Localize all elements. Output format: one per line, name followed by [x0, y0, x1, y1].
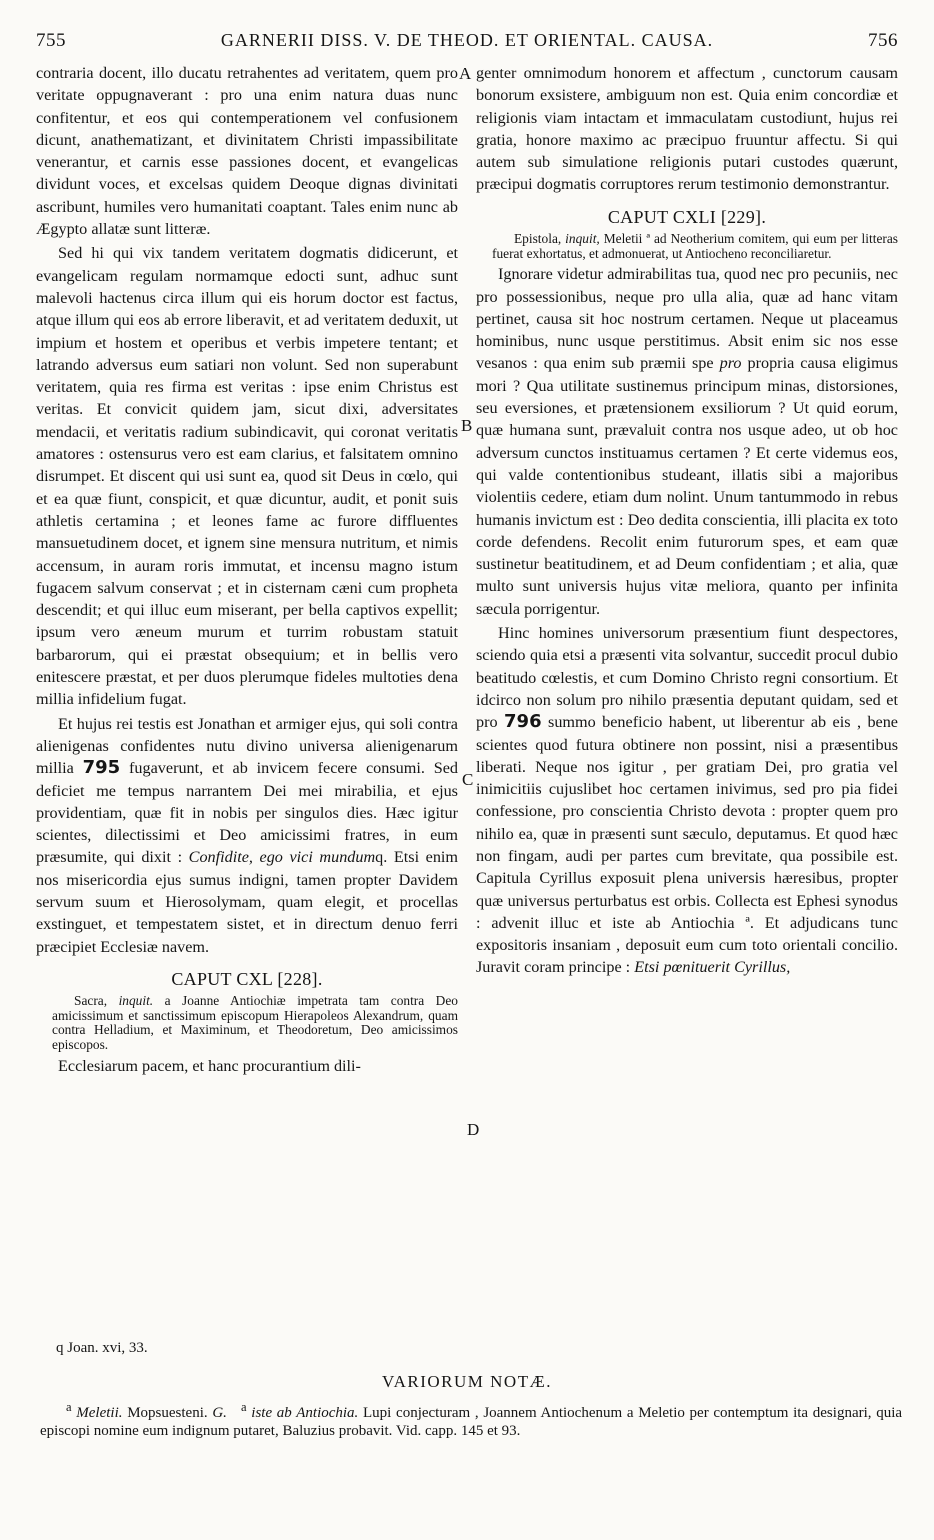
scripture-quote: Confidite, ego vici mundum — [188, 848, 376, 867]
variorum-notes-title: VARIORUM NOTÆ. — [382, 1372, 552, 1391]
footnote: q Joan. xvi, 33. — [56, 1340, 148, 1356]
column-number-795: 795 — [82, 757, 121, 779]
right-column — [476, 62, 898, 979]
right-paragraph-2: Ignorare videtur admirabilitas tua, quod nec pro pecuniis, nec pro possessionibus, neque pro ulla alia, quæ ad hanc vitam pertinet, causa sit hoc nostrum certamen. Neque ut placeamus hominibus, nunc usque perstitimus. Absit enim sic nos esse vesanos : qua enim sub præmii spe pro propria causa eligimus mori ? Qua utilitate sustinemus principum minas, distorsiones, seu eversiones, et prætensionem exsiliorum ? Ut quid eorum, quæ humana sunt, prævaluit contra nos usque adeo, ut ob hoc adversum cunctos instituamus certamen ? Et certe videmus eos, qui valde contentionibus studeant, illatis sibi a majoribus violentiis cedere, etiam dum nolint. Unum tantummodo in rebus humanis invictum est : Deo dedita conscientia, illi placita ex toto corde defendens. Recolit enim futurorum spes, et eam quæ sustinetur beatitudinem, et ad Deum confidentiam ; et alia, quæ multo sunt universis hujus vitæ meliora, quanto per infinita sæcula porrigentur. — [476, 265, 899, 618]
running-header — [36, 30, 898, 60]
caput-cxl-summary: Sacra, inquit. a Joanne Antiochiæ impetrata tam contra Deo amicissimum et sanctissimum episcopum Hierapoleos Alexandrum, quam contra Helladium, et Maximinum, et Theodoretum, Deo amicissimos episcopos. — [52, 993, 458, 1052]
left-paragraph-3: Et hujus rei testis est Jonathan et armiger ejus, qui soli contra alienigenas confidentes nutu divino universa alienigenarum millia 795 fugaverunt, et ab invicem fecere consumi. Sed deficiet me tempus narrantem Dei mei mirabilia, et ejus providentiam, quæ fit in nobis per singulos dies. Hæc igitur scientes, dilectissimi et Deo amicissimi fratres, in eum præsumite, qui dixit : Confidite, ego vici mundumq. Etsi enim nos misericordia ejus sumus indigni, tamen propter Davidem servum suum et Hierosolymam, quam elegit, et procellas exstinguet, et tempestatem sistet, et in directum denuo ferri præcipiet Ecclesiæ navem. — [36, 714, 459, 956]
note-term-1: Meletii. — [76, 1405, 123, 1421]
running-title: GARNERII DISS. V. DE THEOD. ET ORIENTAL. CAUSA. — [220, 30, 714, 50]
margin-letter-b: B — [461, 416, 473, 435]
right-paragraph-1: genter omnimodum honorem et affectum , cunctorum causam bonorum exsistere, ambiguum non est. Quia enim concordiæ et religionis viam intactam et immaculatam custodiunt, hujus rei gratia, honore maximo ac præcipuo fruuntur affectu. Si qui autem sub simulatione religionis putari custodes quærunt, præcipui dogmatis corruptores rerum testimonio demonstrantur. — [476, 64, 898, 194]
caput-cxli-heading: CAPUT CXLI [229]. — [607, 206, 767, 227]
variorum-notes: $^a$ Meletii. Mopsuesteni. G. $^a$ iste ab Antiochia. Lupi conjecturam , Joannem Antiochenum a Meletio per contemptum ita designari, quia episcopi nomine eum indignum putaret, Baluzius probavit. Vid. capp. 145 et 93. — [40, 1400, 903, 1439]
column-number-796: 796 — [504, 711, 542, 733]
margin-letter-a: A — [459, 64, 472, 83]
left-column — [36, 62, 458, 1077]
left-paragraph-2: Sed hi qui vix tandem veritatem dogmatis didicerunt, et evangelicam regulam normamque edocti sunt, adhuc sunt malevoli hactenus circa illum qui eis horum doctor est factus, atque illum qui eos ab errore liberavit, et ad veritatem deduxit, ut impium et hostem et operibus et verbis impetere tentant; et latrando adversus eum satiari non volunt. Sed non superabunt veritatem, quia res firma est veritas : ipse enim Christus est veritas. Et convicit quidem jam, sicut dixi, adversitates mendacii, et veritatis radium subindicavit, qui coronat veritatis amatores : ostensurus vero est eam clarius, et falsitatem omnino disrumpet. Et discent qui usi sunt ea, quod sit Deus in cœlo, qui et ea quæ fiunt, conspicit, et quæ dicuntur, audit, et ponit suis athletis certamina ; et leones fame ac furore diffluentes mansuetudinem docet, et ignem sine mensura nutritum, et nimis accensum, in auram roris immutat, et incensu magno istum fugacem salvum conservat ; et in cisternam cæni cum propheta descendit; et qui illuc eum miserant, per bella captivos expellit; ipsum vero æneum murum et turrim robustam statuit barbarorum, qui ei præstat obsequium; et in bellis vero enitescere præstat, et per duos plerumque fideles multoties dena millia infidelium fugat. — [36, 244, 458, 709]
left-paragraph-4: Ecclesiarum pacem, et hanc procurantium dili- — [58, 1056, 361, 1075]
caput-cxli-summary: Epistola, inquit, Meletii ª ad Neotherium comitem, qui eum per litteras fuerat exhortatus, et admonuerat, ut Antiocheno reconciliaretur. — [492, 231, 898, 261]
page-number-left: 755 — [36, 30, 66, 51]
caput-cxl-heading: CAPUT CXL [228]. — [171, 968, 323, 989]
note-term-2: iste ab Antiochia. — [251, 1405, 359, 1421]
left-paragraph-1: contraria docent, illo ducatu retrahentes ad veritatem, quem pro veritate oppugnaverant : pro una enim natura duas nunc confitentur, et eos qui contemperationem vel confusionem dicunt, anathematizant, et divinitatem Christi impassibilitate venerantur, et carnis esse passiones docent, et evangelicas dividunt voces, et excelsas quidem Deoque dignas divinitati ascribunt, humiles vero humanitati coaptant. Tales enim nunc ab Ægypto allatæ sunt litteræ. — [36, 64, 458, 239]
margin-letter-d: D — [467, 1120, 480, 1139]
margin-letter-c: C — [462, 770, 474, 789]
right-paragraph-3: Hinc homines universorum præsentium fiunt despectores, sciendo quia etsi a præsenti vita solvantur, succedit procul dubio beatitudo cœlestis, et cum Domino Christo regni consortium. Et idcirco non solum pro nihilo præsentia deputant quidam, sed et pro 796 summo beneficio habent, ut liberentur ab eis , bene scientes quod futura obtinere non possint, nisi a præsentibus liberati. Neque nos igitur , per gratiam Dei, pro gratia vel inimicitiis cujuslibet hoc certamen inivimus, sed pro pia fidei confessione, pro conscientia Christo devota : propter quem pro nihilo ea, quæ in præsenti sunt sæculo, deputamus. Et quod hæc non fingam, audi per partes cum brevitate, qua possibile est. Capitula Cyrillus exposuit plena universis hæresibus, propter quæ universus perturbatus est orbis. Collecta est Ephesi synodus : advenit illuc et iste ab Antiochia ª. Et adjudicans tunc expositoris insaniam , deposuit eum cum toto orientali concilio. Juravit coram principe : Etsi pœnituerit Cyrillus, — [476, 624, 898, 977]
page-number-right: 756 — [868, 30, 898, 51]
